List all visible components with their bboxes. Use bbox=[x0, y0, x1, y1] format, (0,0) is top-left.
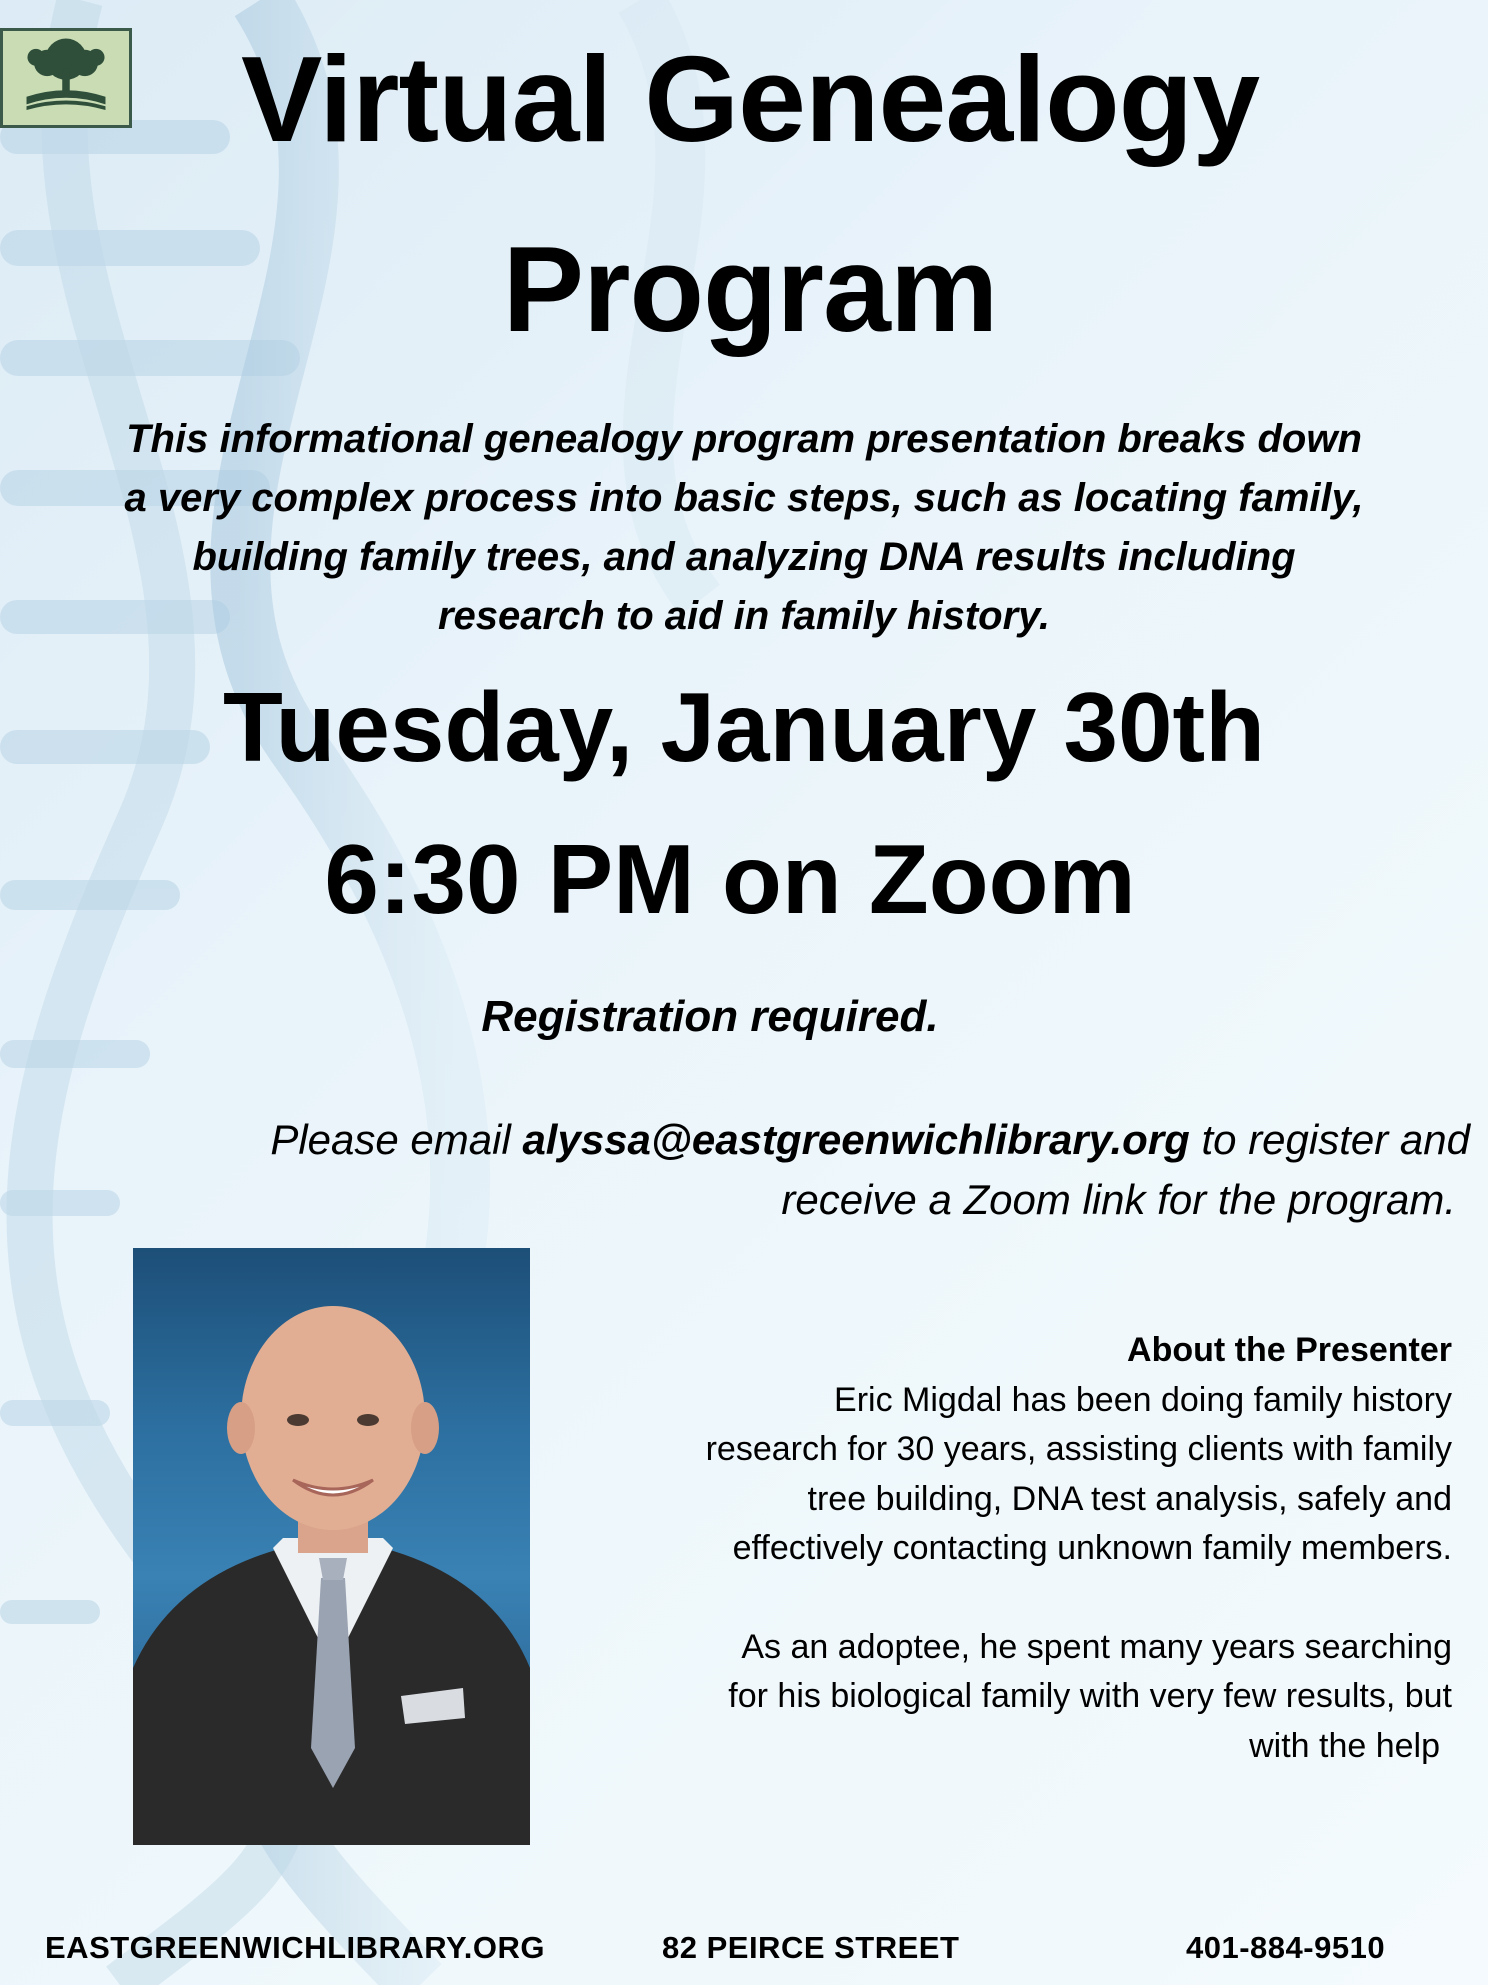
email-suffix: to register and bbox=[1189, 1116, 1470, 1163]
registration-instructions bbox=[60, 1110, 1470, 1230]
bio-line: tree building, DNA test analysis, safely and bbox=[807, 1479, 1452, 1518]
footer-phone[interactable]: 401-884-9510 bbox=[1186, 1930, 1386, 1965]
description-line: building family trees, and analyzing DNA results including bbox=[192, 535, 1296, 579]
email-prefix: Please email bbox=[270, 1116, 523, 1163]
event-time: 6:30 PM on Zoom bbox=[324, 824, 1136, 934]
event-date: Tuesday, January 30th bbox=[222, 672, 1266, 782]
bio-line: Eric Migdal has been doing family history bbox=[834, 1380, 1452, 1419]
paragraph-gap bbox=[552, 1574, 1452, 1623]
bio-line: As an adoptee, he spent many years searching bbox=[741, 1627, 1452, 1666]
description-line: a very complex process into basic steps, such as locating family, bbox=[124, 476, 1364, 520]
page-title-line1: Virtual Genealogy bbox=[240, 31, 1260, 167]
description-line: research to aid in family history. bbox=[437, 594, 1051, 638]
presenter-photo bbox=[133, 1248, 530, 1845]
bio-line: with the help bbox=[1249, 1726, 1440, 1765]
program-description bbox=[10, 410, 1478, 646]
about-heading: About the Presenter bbox=[1127, 1331, 1452, 1369]
bio-line: research for 30 years, assisting clients with family bbox=[705, 1430, 1452, 1468]
bio-line: for his biological family with very few results, but bbox=[728, 1677, 1452, 1715]
email-line2: receive a Zoom link for the program. bbox=[781, 1176, 1456, 1223]
about-presenter bbox=[552, 1326, 1452, 1771]
page-title-line2: Program bbox=[502, 221, 998, 357]
presenter-portrait-image bbox=[133, 1248, 530, 1845]
bio-line: effectively contacting unknown family members. bbox=[732, 1529, 1452, 1567]
email-link[interactable]: alyssa@eastgreenwichlibrary.org bbox=[522, 1116, 1190, 1163]
footer-address: 82 PEIRCE STREET bbox=[662, 1930, 960, 1965]
registration-required: Registration required. bbox=[481, 992, 939, 1041]
footer-website[interactable]: EASTGREENWICHLIBRARY.ORG bbox=[45, 1930, 545, 1965]
description-line: This informational genealogy program presentation breaks down bbox=[126, 417, 1362, 461]
